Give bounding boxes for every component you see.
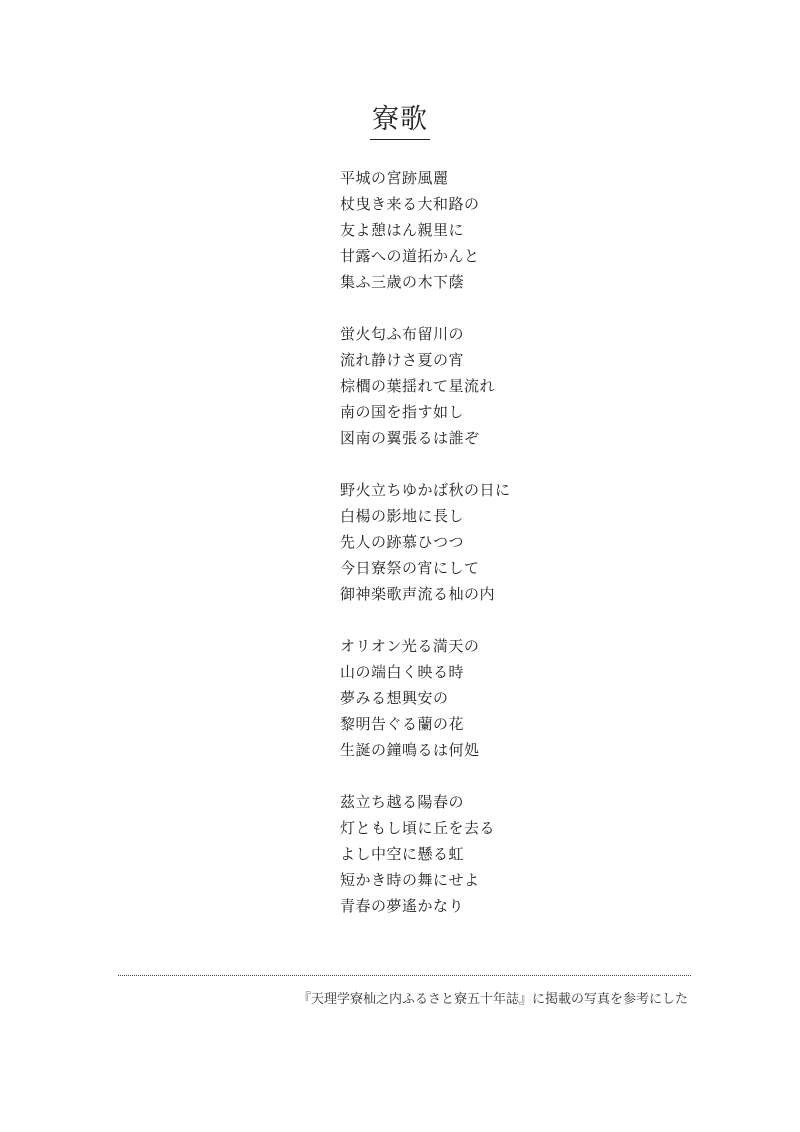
stanza-3 — [340, 477, 640, 607]
footnote: 『天理学寮杣之内ふるさと寮五十年誌』に掲載の写真を参考にした — [297, 992, 688, 1007]
stanza-1 — [340, 165, 640, 295]
stanza-5 — [340, 789, 640, 919]
stanza-4 — [340, 633, 640, 763]
poem-line: 友よ憩はん親里に — [340, 221, 465, 239]
poem-line: 夢みる想興安の — [340, 689, 449, 707]
poem-line: 流れ静けさ夏の宵 — [340, 351, 465, 369]
poem-line: 生誕の鐘鳴るは何処 — [340, 741, 480, 759]
poem-line: 棕櫚の葉揺れて星流れ — [340, 377, 496, 395]
poem-line: 平城の宮跡風麗 — [340, 169, 449, 187]
title-text: 寮歌 — [370, 102, 430, 140]
poem-line: 先人の跡慕ひつつ — [340, 533, 465, 551]
poem-line: 甘露への道拓かんと — [340, 247, 480, 265]
poem-line: 蛍火匂ふ布留川の — [340, 325, 465, 343]
poem-line: 図南の翼張るは誰ぞ — [340, 429, 480, 447]
poem-line: 野火立ちゆかば秋の日に — [340, 481, 511, 499]
poem-line: 今日寮祭の宵にして — [340, 559, 480, 577]
poem-line: 杖曳き来る大和路の — [340, 195, 480, 213]
poem-line: 山の端白く映る時 — [340, 663, 465, 681]
poem-line: 黎明告ぐる蘭の花 — [340, 715, 465, 733]
poem-line: 御神楽歌声流る杣の内 — [340, 585, 496, 603]
poem-line: 灯ともし頃に丘を去る — [340, 819, 496, 837]
poem — [340, 165, 640, 945]
stanza-2 — [340, 321, 640, 451]
poem-line: 集ふ三歳の木下蔭 — [340, 273, 465, 291]
poem-line: よし中空に懸る虹 — [340, 845, 465, 863]
poem-line: 南の国を指す如し — [340, 403, 465, 421]
poem-line: 白楊の影地に長し — [340, 507, 465, 525]
poem-line: 短かき時の舞にせよ — [340, 871, 480, 889]
poem-line: 茲立ち越る陽春の — [340, 793, 465, 811]
poem-line: オリオン光る満天の — [340, 637, 480, 655]
page-title — [0, 102, 800, 140]
dotted-divider — [118, 975, 691, 976]
poem-line: 青春の夢遙かなり — [340, 897, 465, 915]
